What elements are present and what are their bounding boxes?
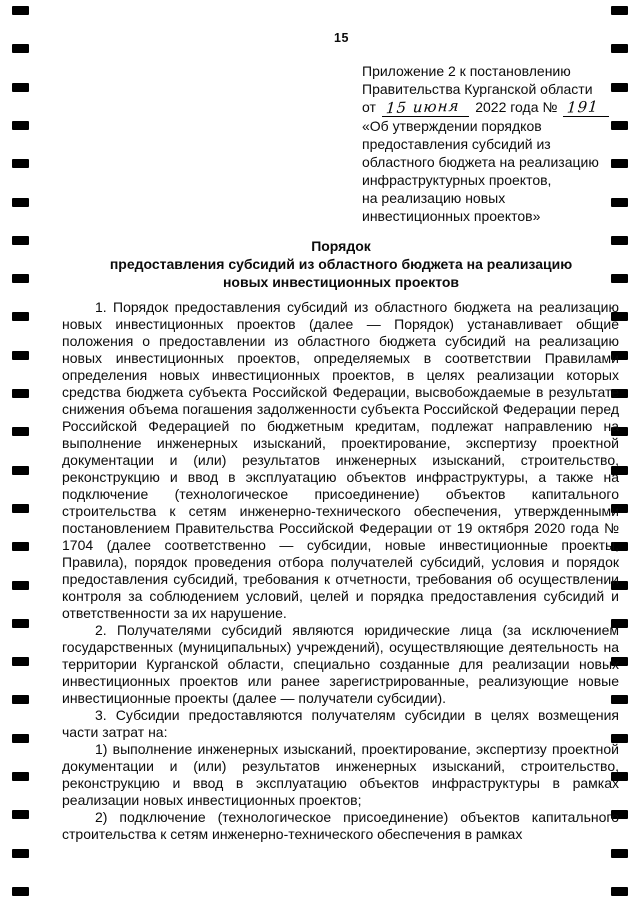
appendix-header-line: предоставления субсидий из — [362, 136, 551, 152]
scan-mark — [12, 121, 29, 130]
appendix-header-line: «Об утверждении порядков — [362, 118, 542, 134]
scan-mark — [12, 695, 29, 704]
paragraph: 3. Субсидии предоставляются получателям субсидии в целях возмещения части затрат на: — [62, 707, 619, 740]
appendix-header-line: областного бюджета на реализацию — [362, 154, 599, 170]
handwritten-number: 191 — [566, 97, 600, 117]
scan-mark — [12, 389, 29, 398]
scan-mark — [12, 619, 29, 628]
scan-mark — [12, 351, 29, 360]
scan-mark — [12, 198, 29, 207]
appendix-header-line: инфраструктурных проектов, — [362, 172, 552, 188]
appendix-header — [362, 62, 630, 225]
paragraph: 2) подключение (технологическое присоединение) объектов капитального строительства к сетям инженерно-технического обеспечения в рамках — [62, 809, 619, 842]
scan-mark — [611, 887, 628, 896]
scan-mark — [12, 810, 29, 819]
handwritten-date-field — [382, 98, 470, 117]
scan-mark — [12, 657, 29, 666]
document-body — [62, 299, 619, 843]
scan-mark — [611, 44, 628, 53]
scan-mark — [12, 6, 29, 15]
paragraph: 1) выполнение инженерных изысканий, проектирование, экспертизу проектной документации и (или) результатов инженерных изысканий, строительство, реконструкцию и ввод в эксплуатацию объектов инфраструктуры в рамках реализации новых инвестиционных проектов; — [62, 741, 619, 808]
scan-mark — [12, 83, 29, 92]
scan-marks-left — [12, 0, 29, 905]
date-middle: 2022 года № — [475, 99, 558, 115]
date-number-line — [362, 98, 630, 117]
scan-mark — [12, 849, 29, 858]
scan-mark — [12, 887, 29, 896]
document-title-line: предоставления субсидий из областного бюджета на реализацию — [109, 256, 573, 272]
scan-mark — [12, 504, 29, 513]
scan-mark — [12, 236, 29, 245]
appendix-header-line: инвестиционных проектов» — [362, 208, 541, 224]
appendix-header-line: Приложение 2 к постановлению — [362, 63, 571, 79]
document-title-line: Порядок — [311, 238, 371, 254]
scan-mark — [12, 274, 29, 283]
scan-mark — [12, 581, 29, 590]
scan-mark — [12, 159, 29, 168]
appendix-header-line: на реализацию новых — [362, 190, 506, 206]
scan-mark — [12, 772, 29, 781]
document-title-line: новых инвестиционных проектов — [222, 274, 460, 290]
page-number: 15 — [334, 31, 349, 45]
scan-mark — [611, 849, 628, 858]
document-title — [62, 237, 620, 291]
scan-mark — [12, 466, 29, 475]
paragraph: 1. Порядок предоставления субсидий из областного бюджета на реализацию новых инвестиционных проектов (далее — Порядок) устанавливает общие положения о предоставлении из областного бюджета субсидий на реализацию новых инвестиционных проектов, определяемых в соответствии Правилами определения новых инвестиционных проектов, в целях реализации которых средства бюджета субъекта Российской Федерации, высвобождаемые в результате снижения объема погашения задолженности субъекта Российской Федерации перед Российской Федерацией по бюджетным кредитам, подлежат направлению на выполнение инженерных изысканий, проектирование, экспертизу проектной документации и (или) результатов инженерных изысканий, строительство, реконструкцию и ввод в эксплуатацию объектов инфраструктуры, а также на подключение (технологическое присоединение) объектов капитального строительства к сетям инженерно-технического обеспечения, утвержденными постановлением Правительства Российской Федерации от 19 октября 2020 года № 1704 (далее соответственно — субсидии, новые инвестиционные проекты, Правила), порядок проведения отбора получателей субсидий, условия и порядок предоставления субсидий, требования к отчетности, требования об осуществлении контроля за соблюдением условий, целей и порядка предоставления субсидий и ответственности за их нарушение. — [62, 299, 619, 621]
scan-mark — [12, 312, 29, 321]
handwritten-number-field — [563, 98, 609, 117]
scan-mark — [611, 6, 628, 15]
scan-mark — [12, 734, 29, 743]
scan-mark — [12, 542, 29, 551]
appendix-header-line: Правительства Курганской области — [362, 81, 593, 97]
date-prefix: от — [362, 99, 376, 115]
handwritten-date: 15 июня — [385, 96, 460, 118]
scan-mark — [12, 427, 29, 436]
paragraph: 2. Получателями субсидий являются юридические лица (за исключением государственных (муниципальных) учреждений), осуществляющие деятельность на территории Курганской области, специально созданные для реализации новых инвестиционных проектов или ранее зарегистрированные, реализующие новые инвестиционные проекты (далее — получатели субсидии). — [62, 622, 619, 706]
scan-mark — [12, 44, 29, 53]
